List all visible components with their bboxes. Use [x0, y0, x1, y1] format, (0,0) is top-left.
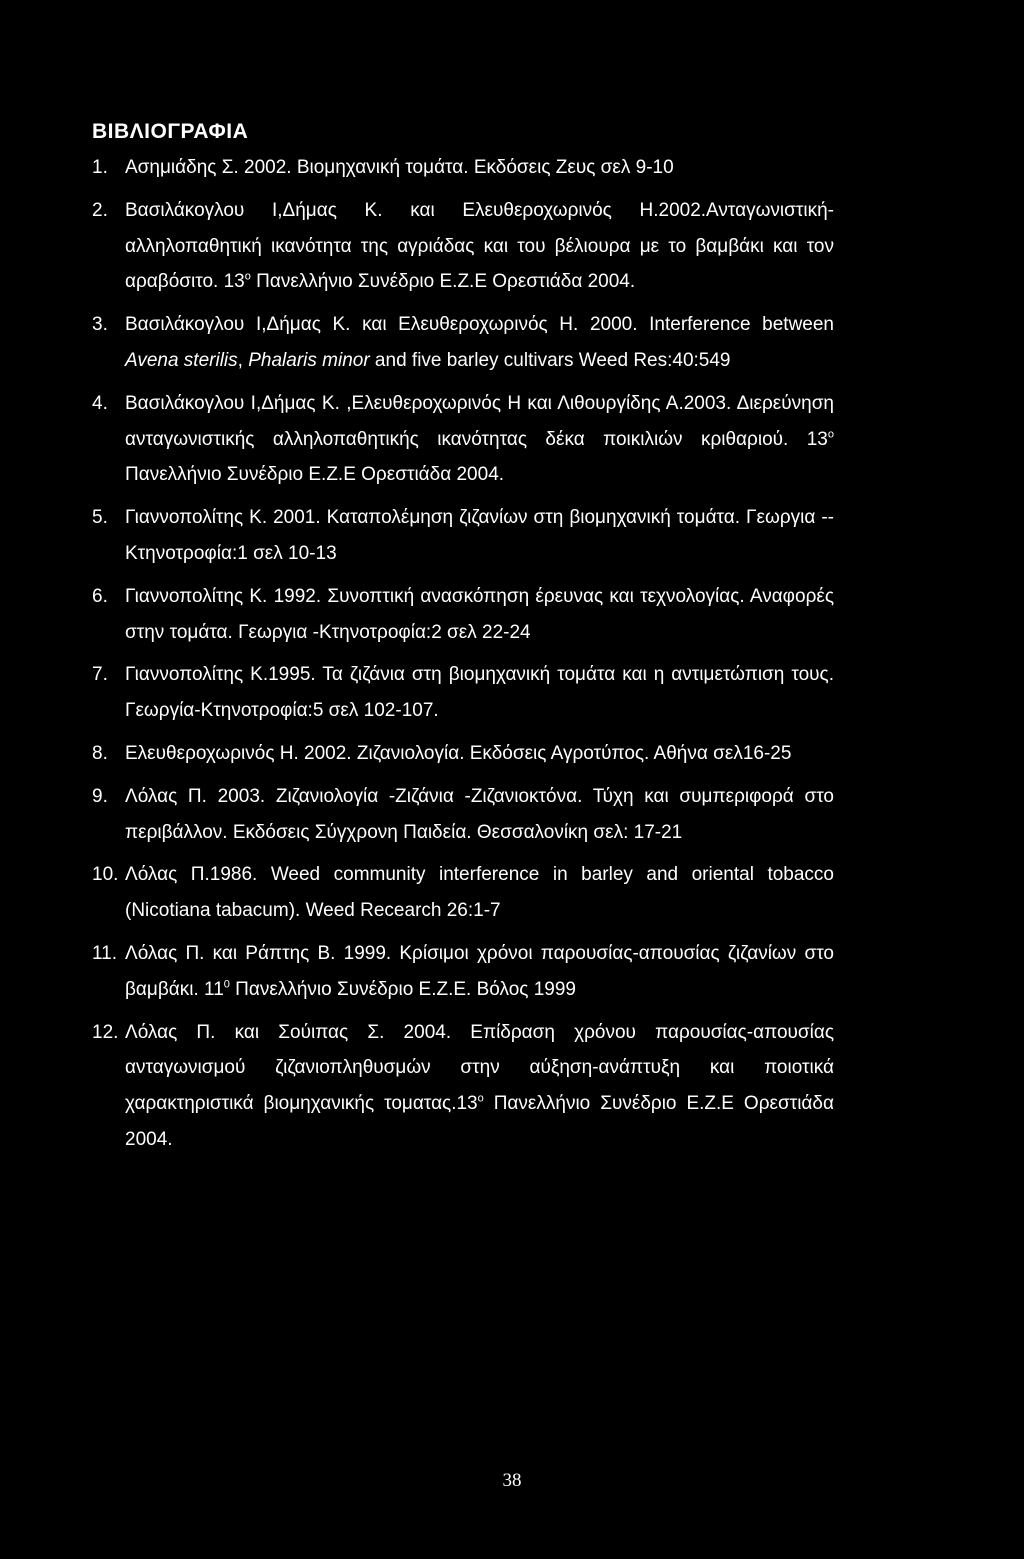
reference-number: 3.: [92, 314, 108, 336]
reference-text-segment: Βασιλάκογλου Ι,Δήμας Κ. και Ελευθεροχωρινός Η. 2000. Interference between: [125, 314, 834, 336]
reference-text-segment: Λόλας Π.1986. Weed community interference in barley and oriental tobacco (Nicotiana tabacum). Weed Recearch 26:1-7: [125, 864, 834, 922]
reference-text-segment: and five barley cultivars Weed Res:40:549: [369, 349, 731, 371]
reference-item: [92, 307, 834, 379]
reference-text: [125, 657, 834, 729]
reference-number: 9.: [92, 785, 108, 807]
reference-text: [125, 307, 834, 379]
reference-text-segment: Λόλας Π. 2003. Ζιζανιολογία -Ζιζάνια -Ζιζανιοκτόνα. Τύχη και συμπεριφορά στο περιβάλλον. Εκδόσεις Σύγχρονη Παιδεία. Θεσσαλονίκη σελ: 17-21: [125, 785, 834, 843]
reference-item: [92, 500, 834, 572]
reference-text: [125, 1015, 834, 1158]
reference-text-segment: Λόλας Π. και Ράπτης Β. 1999. Κρίσιμοι χρόνοι παρουσίας-απουσίας ζιζανίων στο βαμβάκι. 11: [125, 942, 834, 1000]
reference-text: [125, 736, 834, 772]
reference-text: [125, 857, 834, 929]
reference-item: [92, 936, 834, 1008]
reference-number: 12.: [92, 1021, 119, 1043]
italic-species-name: Phalaris minor: [248, 349, 370, 371]
reference-text-segment: Πανελλήνιο Συνέδριο Ε.Ζ.Ε Ορεστιάδα 2004.: [250, 271, 636, 293]
page-number: 38: [502, 1470, 522, 1491]
reference-item: [92, 579, 834, 651]
superscript-ordinal: ο: [477, 1092, 484, 1105]
reference-text-segment: Λόλας Π. και Σούιπας Σ. 2004. Επίδραση χρόνου παρουσίας-απουσίας ανταγωνισμού ζιζανιοπληθυσμών στην αύξηση-ανάπτυξη και ποιοτικά χαρακτηριστικά βιομηχανικής τοματας.13: [125, 1021, 834, 1115]
italic-species-name: Avena sterilis: [125, 349, 238, 371]
reference-text-segment: Πανελλήνιο Συνέδριο Ε.Ζ.Ε Ορεστιάδα 2004.: [125, 464, 505, 486]
superscript-ordinal: ο: [244, 271, 251, 284]
reference-text-segment: Γιαννοπολίτης Κ. 1992. Συνοπτική ανασκόπηση έρευνας και τεχνολογίας. Αναφορές στην τομάτα. Γεωργια -Κτηνοτροφία:2 σελ 22-24: [125, 585, 834, 643]
reference-text: [125, 386, 834, 493]
reference-text: [125, 779, 834, 851]
reference-number: 4.: [92, 392, 108, 414]
reference-item: [92, 779, 834, 851]
reference-text-segment: Πανελλήνιο Συνέδριο Ε.Ζ.Ε. Βόλος 1999: [229, 978, 576, 1000]
superscript-ordinal: ο: [827, 428, 834, 441]
reference-item: [92, 1015, 834, 1158]
reference-item: [92, 657, 834, 729]
reference-text-segment: ,: [237, 349, 249, 371]
reference-text: [125, 150, 834, 186]
reference-text: [125, 936, 834, 1008]
reference-text-segment: Γιαννοπολίτης Κ.1995. Τα ζιζάνια στη βιομηχανική τομάτα και η αντιμετώπιση τους. Γεωργία-Κτηνοτροφία:5 σελ 102-107.: [125, 664, 834, 722]
reference-text-segment: Γιαννοπολίτης Κ. 2001. Καταπολέμηση ζιζανίων στη βιομηχανική τομάτα. Γεωργια --Κτηνοτροφία:1 σελ 10-13: [125, 507, 834, 564]
reference-number: 6.: [92, 585, 108, 607]
reference-number: 8.: [92, 742, 108, 764]
reference-number: 11.: [92, 942, 118, 964]
reference-number: 7.: [92, 664, 108, 686]
reference-text-segment: Ελευθεροχωρινός Η. 2002. Ζιζανιολογία. Εκδόσεις Αγροτύπος. Αθήνα σελ16-25: [125, 742, 792, 764]
reference-number: 5.: [92, 507, 108, 529]
reference-number: 1.: [92, 157, 108, 178]
reference-text-segment: Βασιλάκογλου Ι,Δήμας Κ. ,Ελευθεροχωρινός Η και Λιθουργίδης Α.2003. Διερεύνηση ανταγωνιστικής αλληλοπαθητικής ικανότητας δέκα ποικιλιών κριθαριού. 13: [125, 392, 834, 450]
reference-item: [92, 857, 834, 929]
superscript-ordinal: 0: [223, 978, 230, 991]
reference-item: [92, 386, 834, 493]
reference-item: [92, 150, 834, 186]
reference-text-segment: Ασημιάδης Σ. 2002. Βιομηχανική τομάτα. Εκδόσεις Ζευς σελ 9-10: [125, 157, 674, 178]
reference-number: 2.: [92, 199, 108, 221]
reference-list: [92, 150, 834, 1165]
reference-number: 10.: [92, 864, 119, 886]
reference-text: [125, 193, 834, 300]
reference-item: [92, 193, 834, 300]
reference-text-segment: Πανελλήνιο Συνέδριο Ε.Ζ.Ε Ορεστιάδα 2004.: [125, 1093, 834, 1150]
reference-text: [125, 579, 834, 651]
reference-item: [92, 736, 834, 772]
reference-text-segment: Βασιλάκογλου Ι,Δήμας Κ. και Ελευθεροχωρινός Η.2002.Ανταγωνιστική-αλληλοπαθητική ικανότητα της αγριάδας και του βέλιουρα με το βαμβάκι και τον αραβόσιτο. 13: [125, 199, 834, 293]
page-title: ΒΙΒΛΙΟΓΡΑΦΙΑ: [92, 120, 249, 143]
reference-text: [125, 500, 834, 572]
